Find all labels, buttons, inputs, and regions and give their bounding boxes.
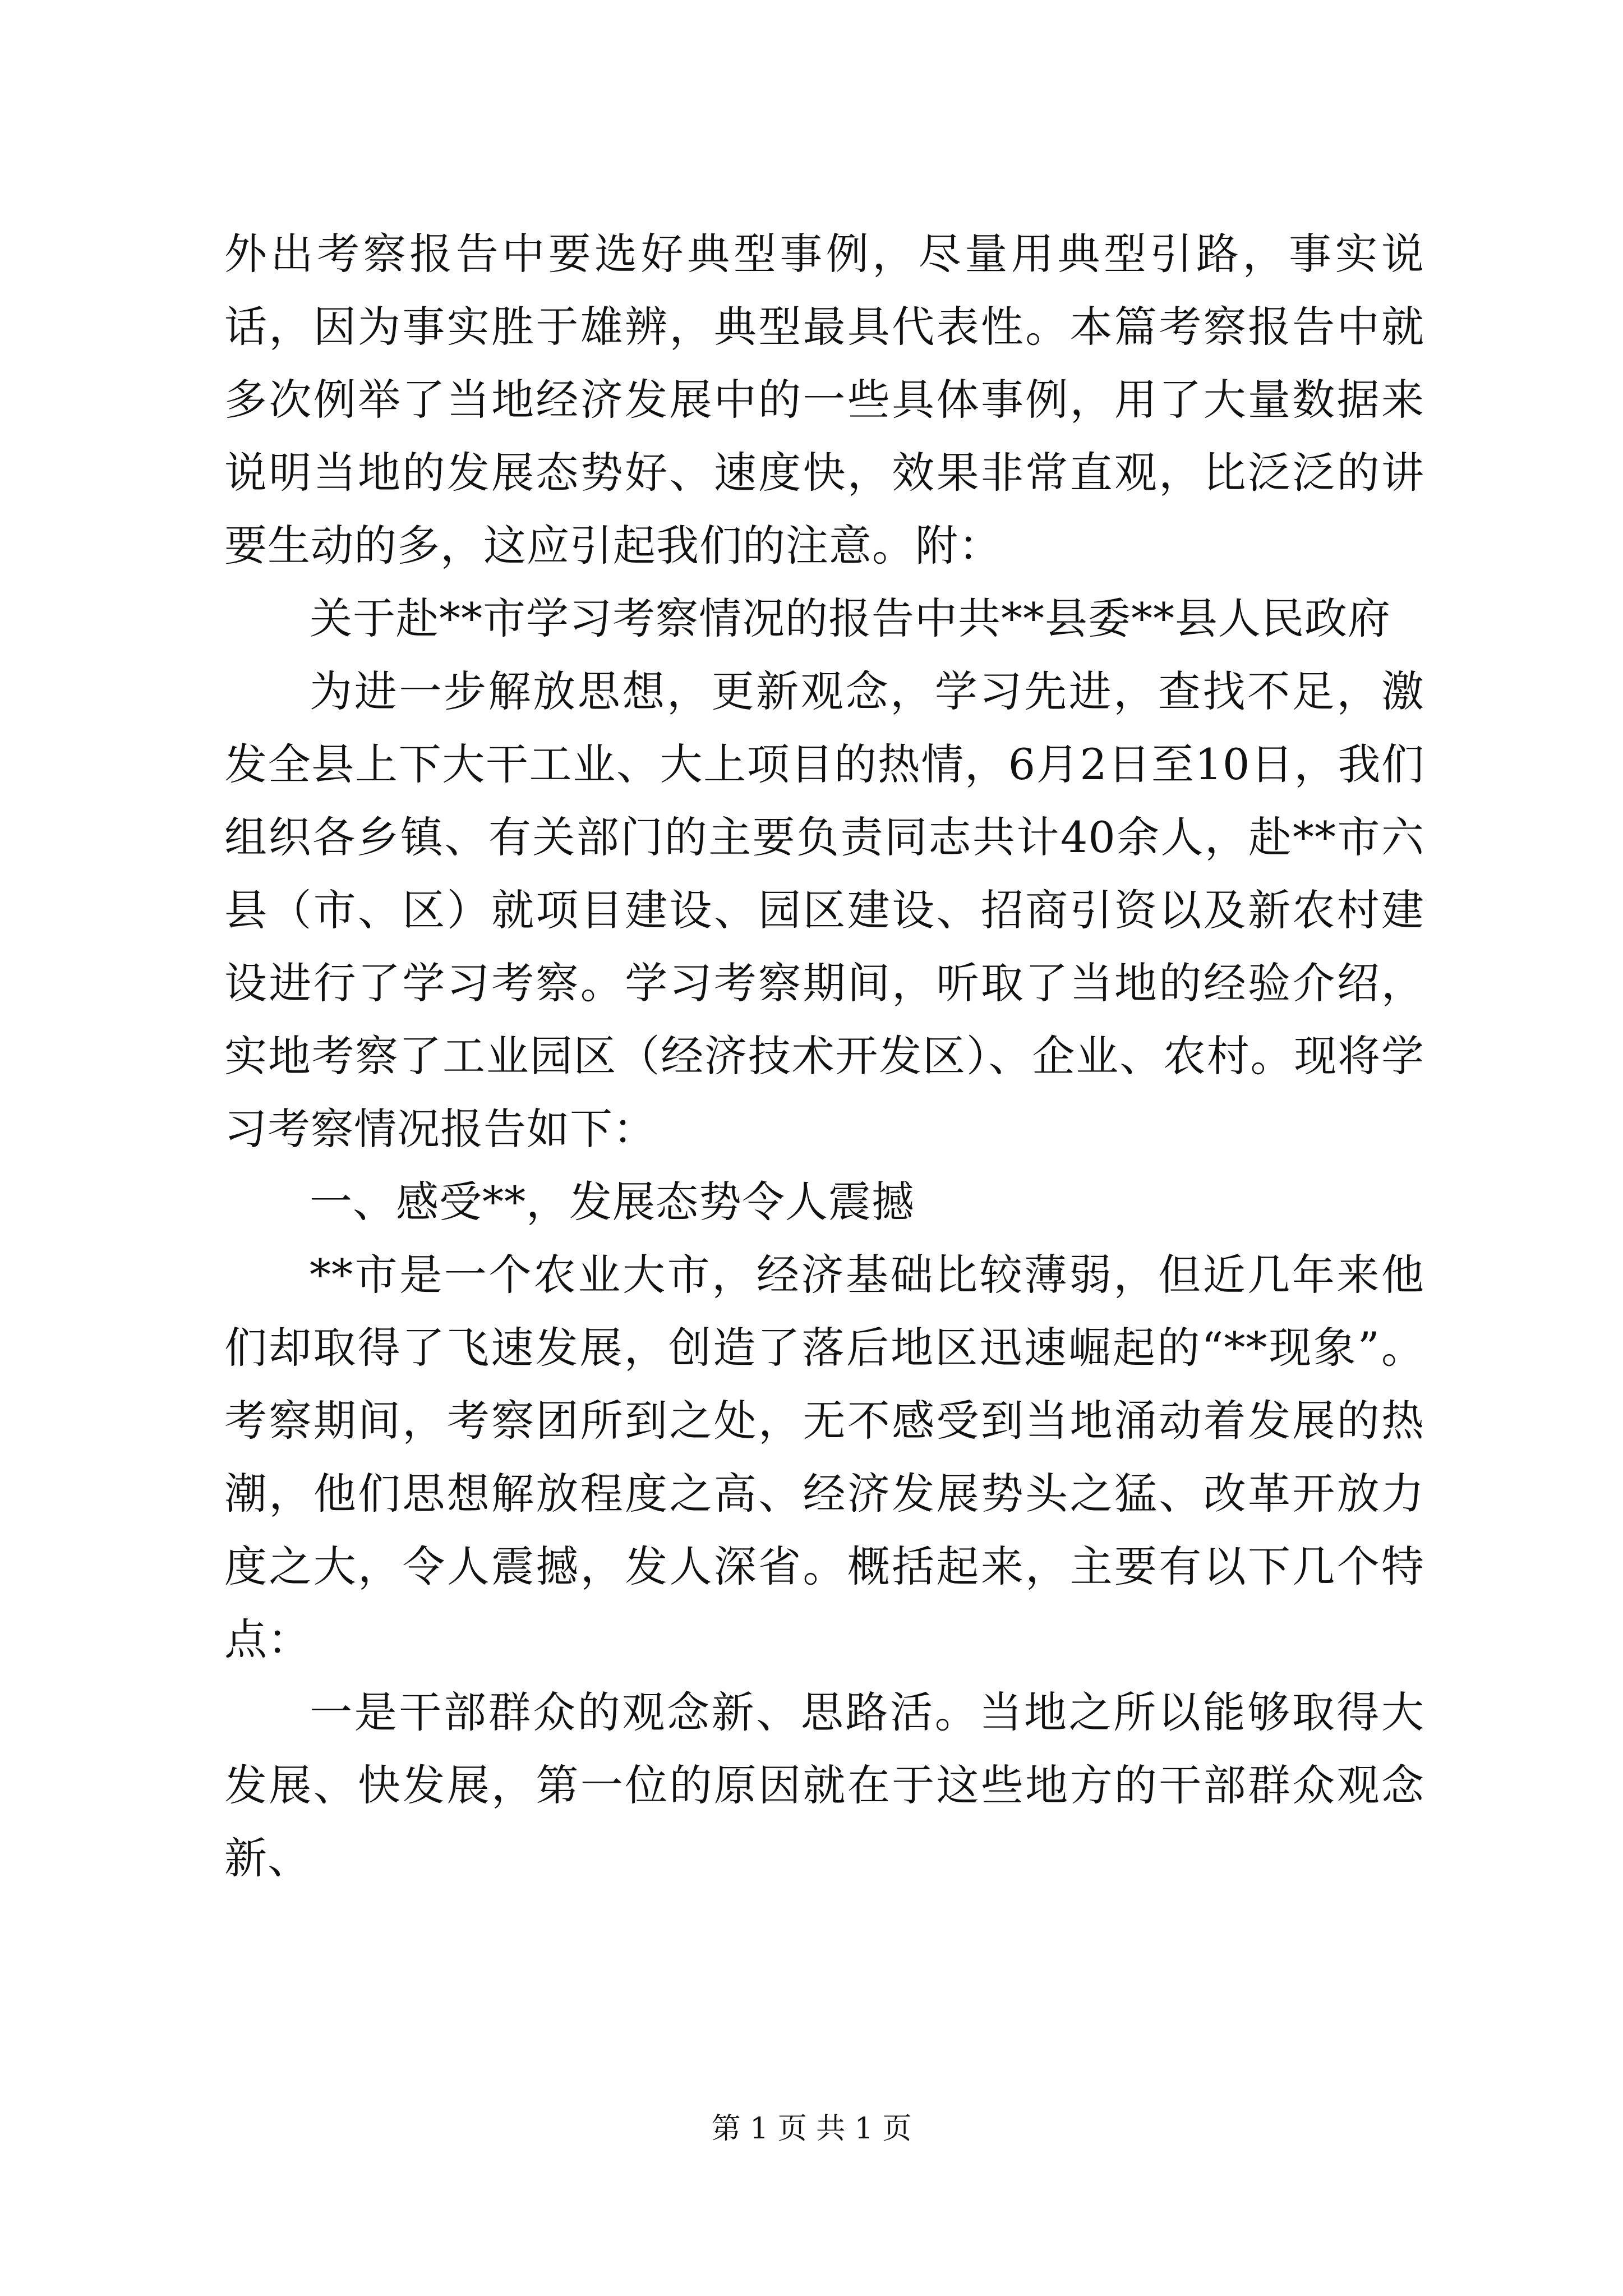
paragraph-overview: **市是一个农业大市，经济基础比较薄弱，但近几年来他们却取得了飞速发展，创造了落后地区迅速崛起的“**现象”。考察期间，考察团所到之处，无不感受到当地涌动着发展的热潮，他们思想解放程度之高、经济发展势头之猛、改革开放力度之大，令人震撼，发人深省。概括起来，主要有以下几个特点： <box>224 1250 1424 1664</box>
paragraph-intro: 外出考察报告中要选好典型事例，尽量用典型引路，事实说话，因为事实胜于雄辨，典型最具代表性。本篇考察报告中就多次例举了当地经济发展中的一些具体事例，用了大量数据来说明当地的发展态势好、速度快，效果非常直观，比泛泛的讲要生动的多，这应引起我们的注意。附： <box>224 229 1424 570</box>
document-body <box>224 218 1424 1895</box>
paragraph-report-title: 关于赴**市学习考察情况的报告中共**县委**县人民政府 <box>310 593 1391 643</box>
section-heading-one: 一、感受**，发展态势令人震撼 <box>310 1177 915 1227</box>
paragraph-point-one: 一是干部群众的观念新、思路活。当地之所以能够取得大发展、快发展，第一位的原因就在于这些地方的干部群众观念新、 <box>224 1687 1424 1883</box>
page-footer: 第 1 页 共 1 页 <box>711 2112 912 2146</box>
paragraph-background: 为进一步解放思想，更新观念，学习先进，查找不足，激发全县上下大干工业、大上项目的热情，6月2日至10日，我们组织各乡镇、有关部门的主要负责同志共计40余人，赴**市六县（市、区）就项目建设、园区建设、招商引资以及新农村建设进行了学习考察。学习考察期间，听取了当地的经验介绍，实地考察了工业园区（经济技术开发区）、企业、农村。现将学习考察情况报告如下： <box>224 666 1424 1154</box>
